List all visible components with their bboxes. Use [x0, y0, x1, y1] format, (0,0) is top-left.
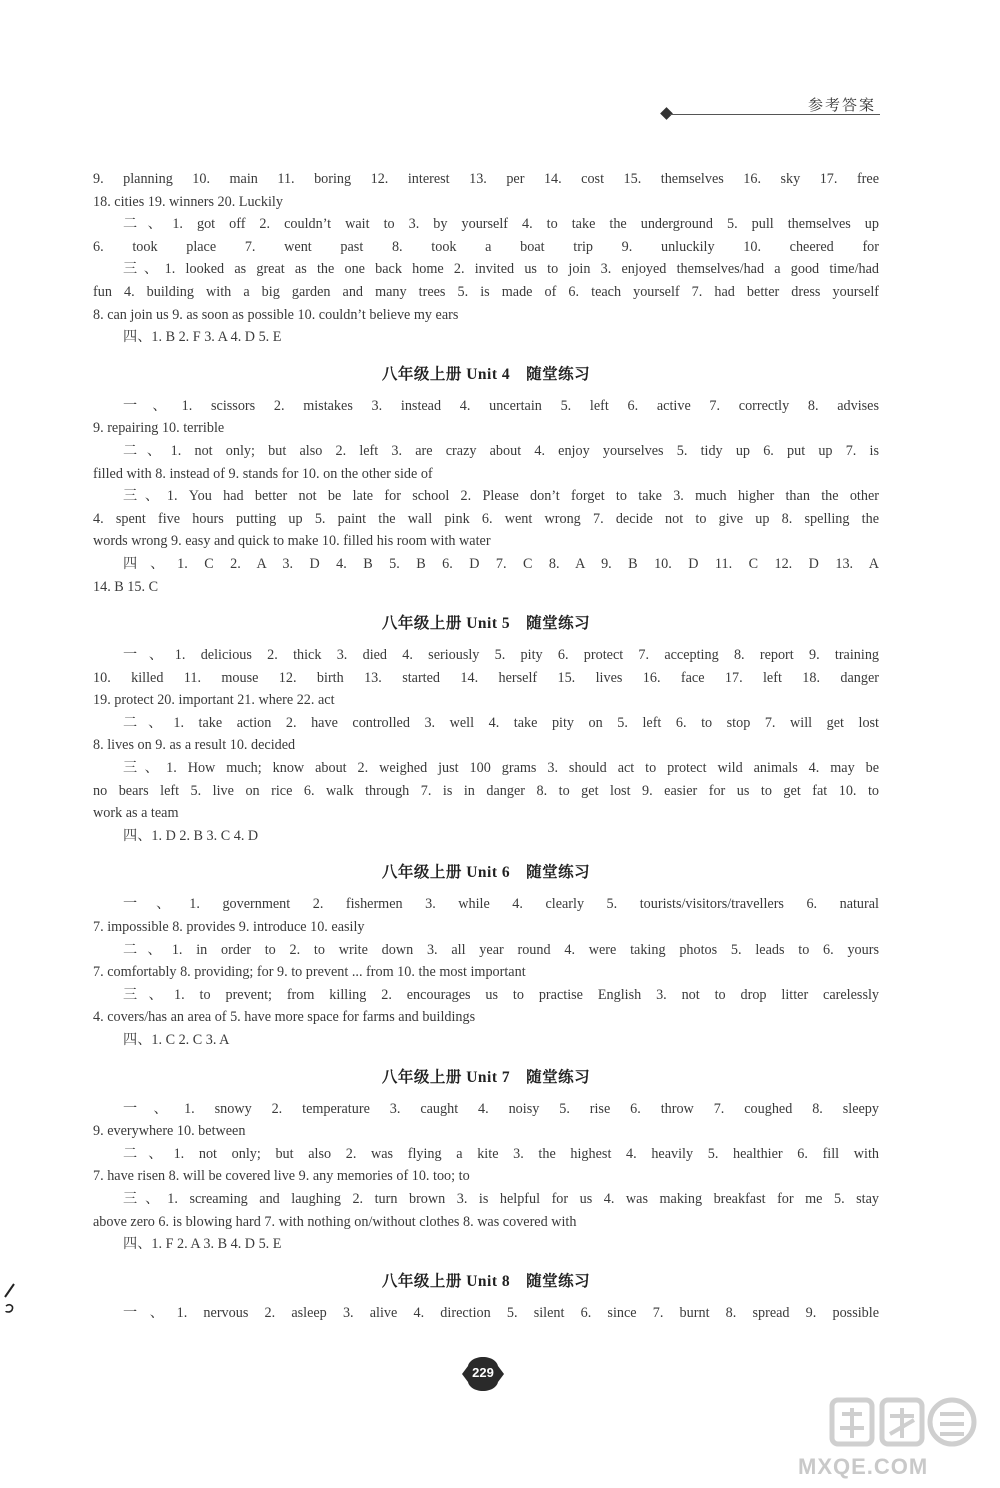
- page-number-badge: [461, 1356, 505, 1392]
- answer-line: 二、1. not only; but also 2. left 3. are crazy about 4. enjoy yourselves 5. tidy up 6. put up 7. is: [123, 442, 879, 459]
- answer-line: 8. can join us 9. as soon as possible 10. couldn’t believe my ears: [93, 306, 459, 323]
- answer-line: above zero 6. is blowing hard 7. with nothing on/without clothes 8. was covered with: [93, 1213, 577, 1230]
- answer-line: 三、1. screaming and laughing 2. turn brown 3. is helpful for us 4. was making breakfast for me 5. stay: [123, 1190, 879, 1207]
- section-heading: 八年级上册 Unit 4 随堂练习: [381, 365, 591, 383]
- answer-line: no bears left 5. live on rice 6. walk through 7. is in danger 8. to get lost 9. easier for us to get fat 10. to: [93, 782, 879, 799]
- answer-key-content: [93, 168, 879, 1324]
- answer-line: 7. impossible 8. provides 9. introduce 10. easily: [93, 919, 365, 936]
- watermark: [788, 1388, 993, 1484]
- answer-line: 三、1. How much; know about 2. weighed just 100 grams 3. should act to protect wild animals 4. may be: [123, 760, 879, 777]
- answer-line: 四、1. C 2. C 3. A: [123, 1032, 230, 1048]
- page-header: [660, 94, 880, 124]
- answer-line: 19. protect 20. important 21. where 22. act: [93, 692, 335, 709]
- section-heading: 八年级上册 Unit 6 随堂练习: [381, 864, 591, 882]
- margin-pen-mark-icon: [2, 1276, 18, 1316]
- watermark-logo-icon: [828, 1394, 978, 1450]
- answer-line: words wrong 9. easy and quick to make 10. filled his room with water: [93, 533, 491, 550]
- answer-line: work as a team: [93, 805, 179, 822]
- answer-line: 一、1. delicious 2. thick 3. died 4. seriously 5. pity 6. protect 7. accepting 8. report 9. training: [123, 647, 879, 664]
- answer-line: 7. comfortably 8. providing; for 9. to prevent ... from 10. the most important: [93, 964, 526, 981]
- answer-line: 三、1. looked as great as the one back home 2. invited us to join 3. enjoyed themselves/had a good time/had: [123, 261, 879, 278]
- answer-line: 10. killed 11. mouse 12. birth 13. started 14. herself 15. lives 16. face 17. left 18. danger: [93, 669, 879, 686]
- answer-line: 一、1. scissors 2. mistakes 3. instead 4. uncertain 5. left 6. active 7. correctly 8. advises: [123, 397, 879, 414]
- header-title: 参考答案: [807, 98, 876, 114]
- answer-line: 4. spent five hours putting up 5. paint the wall pink 6. went wrong 7. decide not to give up 8. spelling the: [93, 510, 879, 527]
- answer-line: 三、1. You had better not be late for school 2. Please don’t forget to take 3. much higher than the other: [123, 488, 879, 505]
- answer-line: filled with 8. instead of 9. stands for 10. on the other side of: [93, 465, 433, 482]
- answer-line: 四、1. C 2. A 3. D 4. B 5. B 6. D 7. C 8. A 9. B 10. D 11. C 12. D 13. A: [123, 555, 879, 572]
- watermark-text: MXQE.COM: [798, 1454, 929, 1479]
- section-heading: 八年级上册 Unit 7 随堂练习: [381, 1068, 591, 1086]
- answer-line: fun 4. building with a big garden and many trees 5. is made of 6. teach yourself 7. had better dress yourself: [93, 283, 879, 300]
- answer-line: 9. planning 10. main 11. boring 12. interest 13. per 14. cost 15. themselves 16. sky 17. free: [93, 171, 879, 187]
- answer-line: 二、1. not only; but also 2. was flying a kite 3. the highest 4. heavily 5. healthier 6. fill with: [123, 1145, 879, 1162]
- answer-line: 一、1. nervous 2. asleep 3. alive 4. direction 5. silent 6. since 7. burnt 8. spread 9. possible: [123, 1304, 879, 1321]
- answer-line: 三、1. to prevent; from killing 2. encourages us to practise English 3. not to drop litter carelessly: [123, 986, 879, 1003]
- answer-line: 一、1. government 2. fishermen 3. while 4. clearly 5. tourists/visitors/travellers 6. natural: [123, 896, 879, 913]
- answer-line: 二、1. in order to 2. to write down 3. all year round 4. were taking photos 5. leads to 6. yours: [123, 941, 879, 958]
- answer-line: 4. covers/has an area of 5. have more space for farms and buildings: [93, 1009, 476, 1026]
- section-heading: 八年级上册 Unit 5 随堂练习: [381, 615, 591, 633]
- answer-line: 7. have risen 8. will be covered live 9. any memories of 10. too; to: [93, 1168, 470, 1185]
- answer-line: 四、1. B 2. F 3. A 4. D 5. E: [123, 329, 282, 346]
- page-number: 229: [472, 1365, 494, 1380]
- answer-line: 8. lives on 9. as a result 10. decided: [93, 737, 296, 754]
- answer-line: 二、1. got off 2. couldn’t wait to 3. by yourself 4. to take the underground 5. pull themselves up: [123, 216, 879, 233]
- section-heading: 八年级上册 Unit 8 随堂练习: [381, 1272, 591, 1290]
- answer-line: 四、1. F 2. A 3. B 4. D 5. E: [123, 1236, 282, 1253]
- answer-line: 18. cities 19. winners 20. Luckily: [93, 193, 283, 210]
- answer-line: 9. repairing 10. terrible: [93, 420, 225, 437]
- answer-line: 9. everywhere 10. between: [93, 1123, 246, 1140]
- answer-line: 14. B 15. C: [93, 578, 159, 595]
- answer-line: 四、1. D 2. B 3. C 4. D: [123, 827, 259, 844]
- answer-line: 一、1. snowy 2. temperature 3. caught 4. noisy 5. rise 6. throw 7. coughed 8. sleepy: [123, 1100, 879, 1117]
- answer-line: 二、1. take action 2. have controlled 3. well 4. take pity on 5. left 6. to stop 7. will get lost: [123, 714, 879, 731]
- answer-line: 6. took place 7. went past 8. took a boat trip 9. unluckily 10. cheered for: [93, 238, 879, 255]
